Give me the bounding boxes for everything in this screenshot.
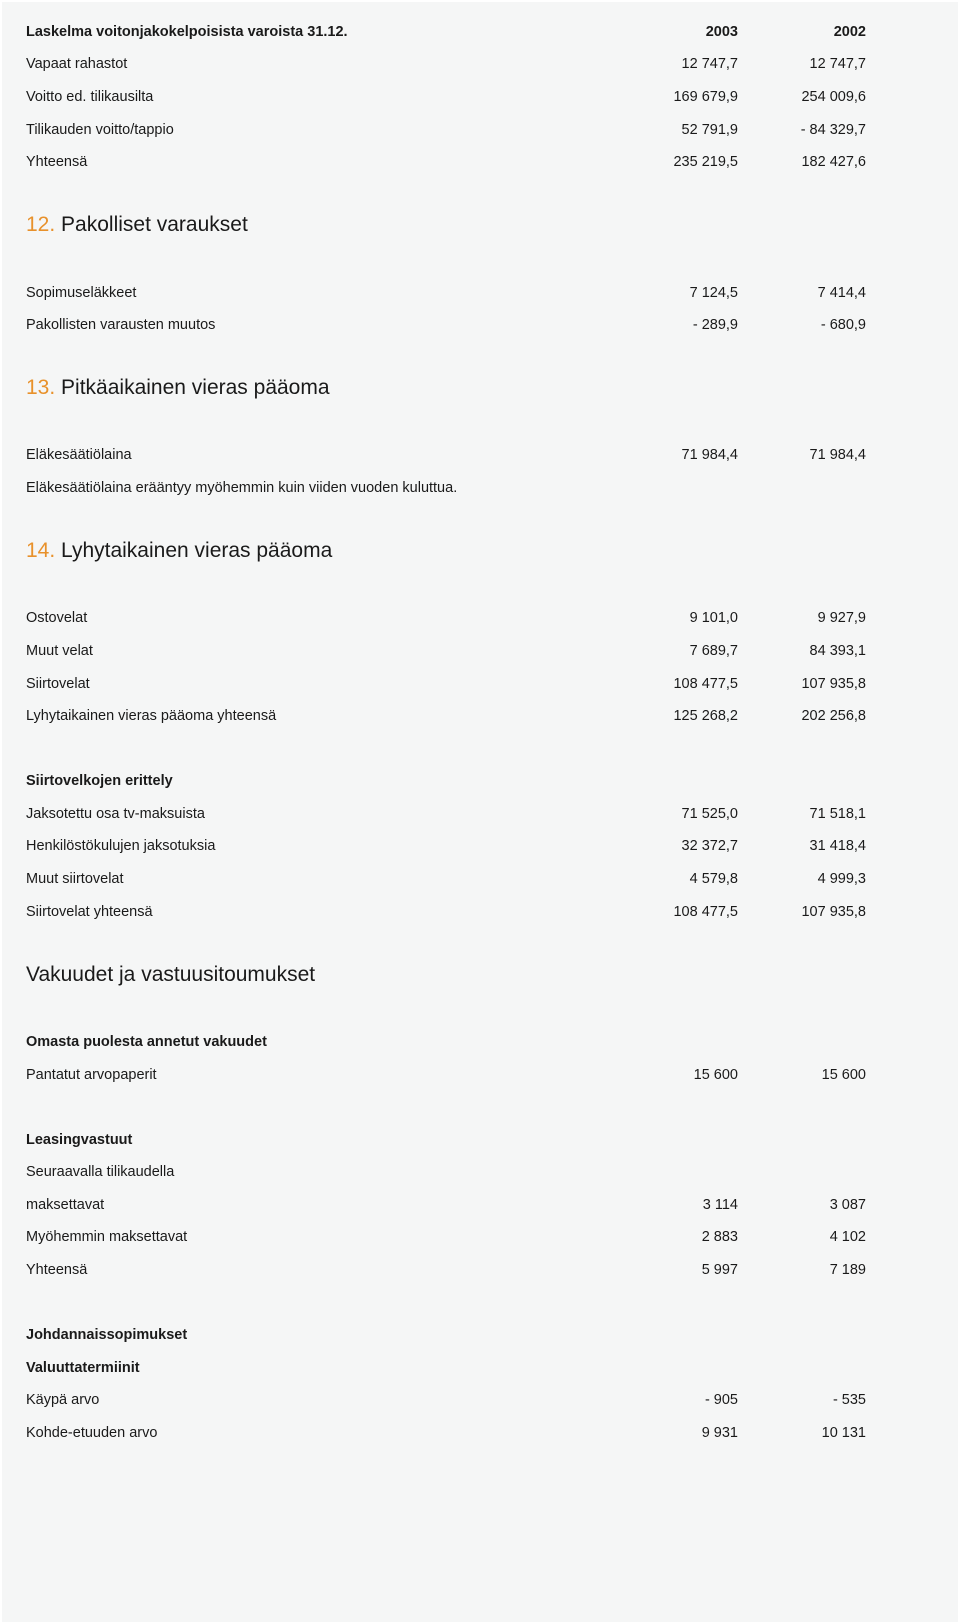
table-row — [26, 1065, 866, 1085]
table-row — [26, 674, 866, 694]
currency-forwards-title: Valuuttatermiinit — [26, 1360, 140, 1376]
value-2003: - 289,9 — [692, 317, 738, 333]
value-2003: 108 477,5 — [673, 676, 738, 692]
value-2002: 182 427,6 — [801, 154, 866, 170]
value-2003: 7 124,5 — [689, 285, 738, 301]
table-row — [26, 804, 866, 824]
row-label: Voitto ed. tilikausilta — [26, 89, 154, 105]
row-label: Yhteensä — [26, 1262, 88, 1278]
row-label: Sopimuseläkkeet — [26, 285, 137, 301]
value-2003: 9 931 — [701, 1425, 738, 1441]
row-label: Tilikauden voitto/tappio — [26, 122, 174, 138]
subsection-title-row — [26, 1032, 866, 1052]
table-row — [26, 54, 866, 74]
own-collateral-title: Omasta puolesta annetut vakuudet — [26, 1034, 267, 1050]
value-2002: 202 256,8 — [801, 708, 866, 724]
section-12-heading — [26, 210, 248, 240]
subsection-title-row — [26, 1130, 866, 1150]
section-title: Lyhytaikainen vieras pääoma — [61, 539, 333, 562]
value-2003: 169 679,9 — [673, 89, 738, 105]
table-row — [26, 152, 866, 172]
row-label: Yhteensä — [26, 154, 88, 170]
section-13-heading — [26, 373, 330, 403]
collateral-heading — [26, 960, 315, 990]
table-row — [26, 706, 866, 726]
subsection-title-row — [26, 771, 866, 791]
column-2003-header: 2003 — [705, 24, 738, 40]
row-label: Muut siirtovelat — [26, 871, 124, 887]
value-2003: 15 600 — [693, 1067, 738, 1083]
subsection-title-row — [26, 1358, 866, 1378]
value-2002: 7 414,4 — [817, 285, 866, 301]
section-number: 13. — [26, 376, 56, 399]
section-14-heading — [26, 536, 332, 566]
value-2002: - 84 329,7 — [800, 122, 866, 138]
value-2002: 12 747,7 — [809, 56, 866, 72]
section-title: Vakuudet ja vastuusitoumukset — [26, 963, 316, 986]
table-row — [26, 1227, 866, 1247]
row-label: Lyhytaikainen vieras pääoma yhteensä — [26, 708, 277, 724]
accruals-title: Siirtovelkojen erittely — [26, 773, 173, 789]
value-2003: 52 791,9 — [681, 122, 738, 138]
distributable-title: Laskelma voitonjakokelpoisista varoista 31.12. — [26, 24, 348, 40]
table-row — [26, 836, 866, 856]
value-2002: 9 927,9 — [817, 610, 866, 626]
table-row — [26, 1162, 866, 1182]
loan-maturity-note: Eläkesäätiölaina erääntyy myöhemmin kuin viiden vuoden kuluttua. — [26, 480, 458, 496]
row-label: Henkilöstökulujen jaksotuksia — [26, 838, 216, 854]
row-label: Vapaat rahastot — [26, 56, 128, 72]
value-2002: 3 087 — [829, 1197, 866, 1213]
table-row — [26, 869, 866, 889]
value-2002: 84 393,1 — [809, 643, 866, 659]
value-2003: 235 219,5 — [673, 154, 738, 170]
value-2002: 107 935,8 — [801, 676, 866, 692]
value-2003: 4 579,8 — [689, 871, 738, 887]
row-label: Ostovelat — [26, 610, 88, 626]
value-2002: 10 131 — [821, 1425, 866, 1441]
row-label: Pakollisten varausten muutos — [26, 317, 216, 333]
note-text — [26, 478, 866, 498]
value-2003: 71 525,0 — [681, 806, 738, 822]
value-2002: 15 600 — [821, 1067, 866, 1083]
table-row — [26, 315, 866, 335]
table-row — [26, 608, 866, 628]
value-2002: 7 189 — [829, 1262, 866, 1278]
value-2003: 7 689,7 — [689, 643, 738, 659]
value-2002: - 535 — [832, 1392, 866, 1408]
value-2003: 9 101,0 — [689, 610, 738, 626]
table-row — [26, 445, 866, 465]
row-label: Kohde-etuuden arvo — [26, 1425, 158, 1441]
value-2003: 3 114 — [702, 1197, 738, 1213]
row-label: Käypä arvo — [26, 1392, 100, 1408]
row-label: Eläkesäätiölaina — [26, 447, 132, 463]
row-label: Siirtovelat — [26, 676, 90, 692]
section-title: Pitkäaikainen vieras pääoma — [61, 376, 330, 399]
table-row — [26, 902, 866, 922]
section-number: 14. — [26, 539, 56, 562]
distributable-header-row — [26, 22, 866, 42]
value-2002: 107 935,8 — [801, 904, 866, 920]
section-title: Pakolliset varaukset — [61, 213, 248, 236]
table-row — [26, 87, 866, 107]
derivatives-title: Johdannaissopimukset — [26, 1327, 188, 1343]
table-row — [26, 1260, 866, 1280]
table-row — [26, 283, 866, 303]
value-2002: 4 102 — [829, 1229, 866, 1245]
value-2002: - 680,9 — [820, 317, 866, 333]
value-2003: 2 883 — [701, 1229, 738, 1245]
row-label: Pantatut arvopaperit — [26, 1067, 157, 1083]
row-label: maksettavat — [26, 1197, 105, 1213]
subsection-title-row — [26, 1325, 866, 1345]
table-row — [26, 1195, 866, 1215]
value-2003: 108 477,5 — [673, 904, 738, 920]
value-2003: - 905 — [704, 1392, 738, 1408]
row-label: Siirtovelat yhteensä — [26, 904, 153, 920]
section-number: 12. — [26, 213, 56, 236]
row-label: Muut velat — [26, 643, 93, 659]
row-label: Myöhemmin maksettavat — [26, 1229, 188, 1245]
value-2002: 31 418,4 — [809, 838, 866, 854]
value-2002: 254 009,6 — [801, 89, 866, 105]
table-row — [26, 1423, 866, 1443]
table-row — [26, 1390, 866, 1410]
leasing-subtitle: Seuraavalla tilikaudella — [26, 1164, 175, 1180]
value-2003: 32 372,7 — [681, 838, 738, 854]
value-2003: 71 984,4 — [681, 447, 738, 463]
value-2002: 71 518,1 — [809, 806, 866, 822]
value-2003: 12 747,7 — [681, 56, 738, 72]
value-2002: 71 984,4 — [809, 447, 866, 463]
column-2002-header: 2002 — [833, 24, 866, 40]
row-label: Jaksotettu osa tv-maksuista — [26, 806, 205, 822]
leasing-title: Leasingvastuut — [26, 1132, 133, 1148]
value-2003: 125 268,2 — [673, 708, 738, 724]
table-row — [26, 120, 866, 140]
table-row — [26, 641, 866, 661]
value-2002: 4 999,3 — [817, 871, 866, 887]
value-2003: 5 997 — [701, 1262, 738, 1278]
